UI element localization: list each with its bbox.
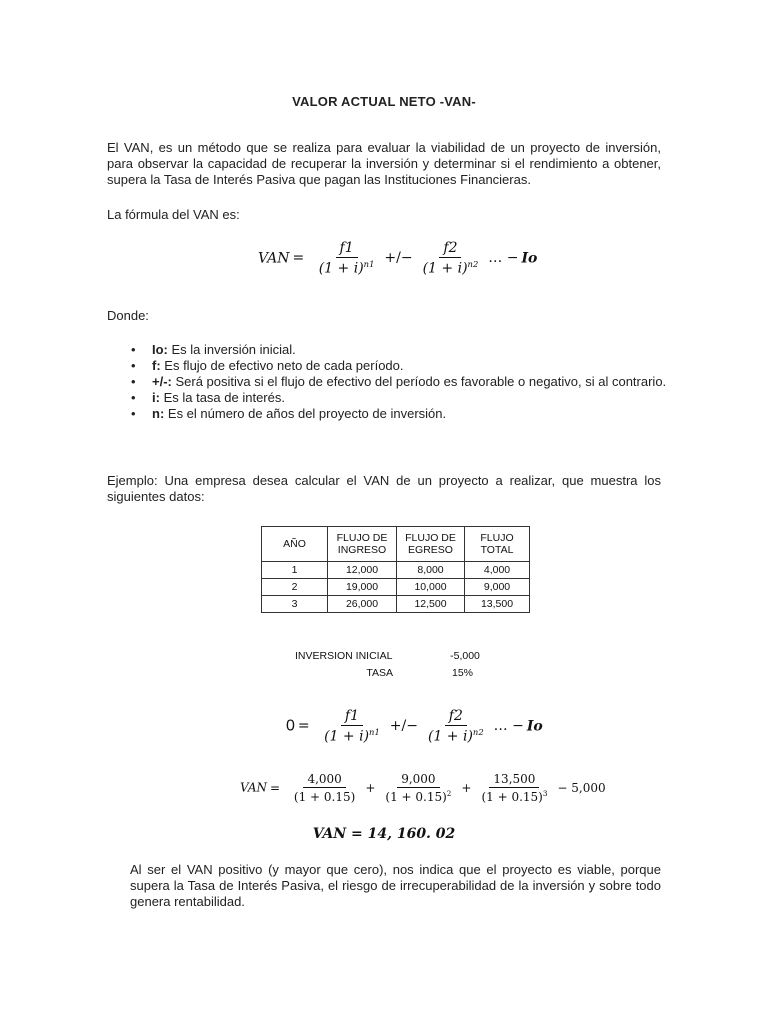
list-item: • +/-: Será positiva si el flujo de efectivo del período es favorable o negativo, si al contrario.: [107, 374, 707, 390]
table-cell: 1: [262, 562, 328, 579]
conclusion-paragraph: Al ser el VAN positivo (y mayor que cero), nos indica que el proyecto es viable, porque supera la Tasa de Interés Pasiva, el riesgo de irrecuperabilidad de la inversión y sobre todo genera rentabilidad.: [130, 862, 661, 909]
table-cell: 3: [262, 596, 328, 613]
initial-investment-value: -5,000: [450, 650, 480, 662]
fraction-f1: [315, 240, 379, 277]
formula-lhs: VAN: [258, 250, 290, 267]
fraction-denominator: $(1 + i)^{n2}$: [422, 259, 479, 277]
table-row: [262, 596, 530, 613]
fraction-denominator: $(1 + 0.15)^2$: [385, 789, 452, 804]
rate-value: 15%: [451, 667, 473, 679]
table-row: [262, 562, 530, 579]
fraction-year-2: [381, 772, 455, 804]
fraction-numerator: f1: [336, 240, 358, 258]
table-cell: 4,000: [465, 562, 530, 579]
initial-investment-term: Io: [526, 718, 543, 735]
fraction-denominator: $(1 + i)^{n2}$: [427, 727, 484, 745]
table-cell: 2: [262, 579, 328, 596]
header-cell: FLUJO TOTAL: [465, 527, 530, 562]
table-cell: 26,000: [328, 596, 397, 613]
ellipsis-minus: … −: [493, 718, 524, 735]
plus-minus-operator: +/−: [384, 250, 413, 267]
list-item: • i: Es la tasa de interés.: [107, 390, 707, 406]
table-cell: 9,000: [465, 579, 530, 596]
document-title: VALOR ACTUAL NETO -VAN-: [292, 94, 476, 109]
list-item: • f: Es flujo de efectivo neto de cada período.: [107, 358, 707, 374]
van-calculation: [240, 772, 609, 804]
formula-equals: =: [292, 250, 305, 267]
cash-flow-table: [261, 526, 530, 613]
ellipsis-minus: … −: [488, 250, 519, 267]
list-item: • n: Es el número de años del proyecto de inversión.: [107, 406, 707, 422]
intro-paragraph: El VAN, es un método que se realiza para evaluar la viabilidad de un proyecto de inversión, para observar la capacidad de recuperar la inversión y determinar si el rendimiento a obtener, supera la Tasa de Interés Pasiva que pagan las Instituciones Financieras.: [107, 140, 661, 187]
van-result: VAN = 14, 160. 02: [312, 826, 456, 842]
zero-formula: [286, 708, 543, 745]
fraction-f2: [419, 240, 483, 277]
formula-equals: =: [297, 718, 310, 735]
table-cell: 8,000: [397, 562, 465, 579]
formula-lhs: 0: [286, 717, 295, 735]
fraction-numerator: 4,000: [303, 772, 345, 788]
table-row: [262, 579, 530, 596]
example-paragraph: Ejemplo: Una empresa desea calcular el VAN de un proyecto a realizar, que muestra los siguientes datos:: [107, 473, 661, 504]
fraction-year-1: [290, 772, 359, 804]
fraction-f2: [424, 708, 488, 745]
fraction-numerator: 13,500: [489, 772, 539, 788]
donde-label: Donde:: [107, 308, 149, 323]
formula-equals: =: [270, 780, 281, 795]
plus-minus-operator: +/−: [389, 718, 418, 735]
minus-initial-investment: − 5,000: [557, 780, 606, 795]
fraction-denominator: $(1 + i)^{n1}$: [318, 259, 375, 277]
plus-operator: +: [365, 780, 376, 795]
table-cell: 12,000: [328, 562, 397, 579]
header-cell: FLUJO DE EGRESO: [397, 527, 465, 562]
table-cell: 19,000: [328, 579, 397, 596]
fraction-denominator: (1 + 0.15): [293, 790, 356, 804]
initial-investment-term: Io: [521, 250, 538, 267]
list-item: • Io: Es la inversión inicial.: [107, 342, 707, 358]
fraction-numerator: f2: [439, 240, 461, 258]
calc-lhs: VAN: [240, 780, 268, 795]
fraction-f1: [320, 708, 384, 745]
table-header-row: [262, 527, 530, 562]
definition-list: [107, 342, 707, 422]
formula-intro: La fórmula del VAN es:: [107, 207, 240, 222]
table-cell: 10,000: [397, 579, 465, 596]
fraction-denominator: $(1 + 0.15)^3$: [481, 789, 548, 804]
fraction-denominator: $(1 + i)^{n1}$: [324, 727, 380, 745]
fraction-numerator: f2: [445, 708, 467, 726]
header-cell: AÑO: [262, 527, 328, 562]
van-formula: [258, 240, 537, 277]
header-cell: FLUJO DE INGRESO: [328, 527, 397, 562]
fraction-year-3: [477, 772, 551, 804]
fraction-numerator: f1: [341, 708, 363, 726]
initial-investment-label: INVERSION INICIAL: [295, 650, 393, 662]
plus-operator: +: [461, 780, 472, 795]
fraction-numerator: 9,000: [397, 772, 439, 788]
rate-label: TASA: [366, 667, 393, 679]
table-cell: 13,500: [465, 596, 530, 613]
table-cell: 12,500: [397, 596, 465, 613]
